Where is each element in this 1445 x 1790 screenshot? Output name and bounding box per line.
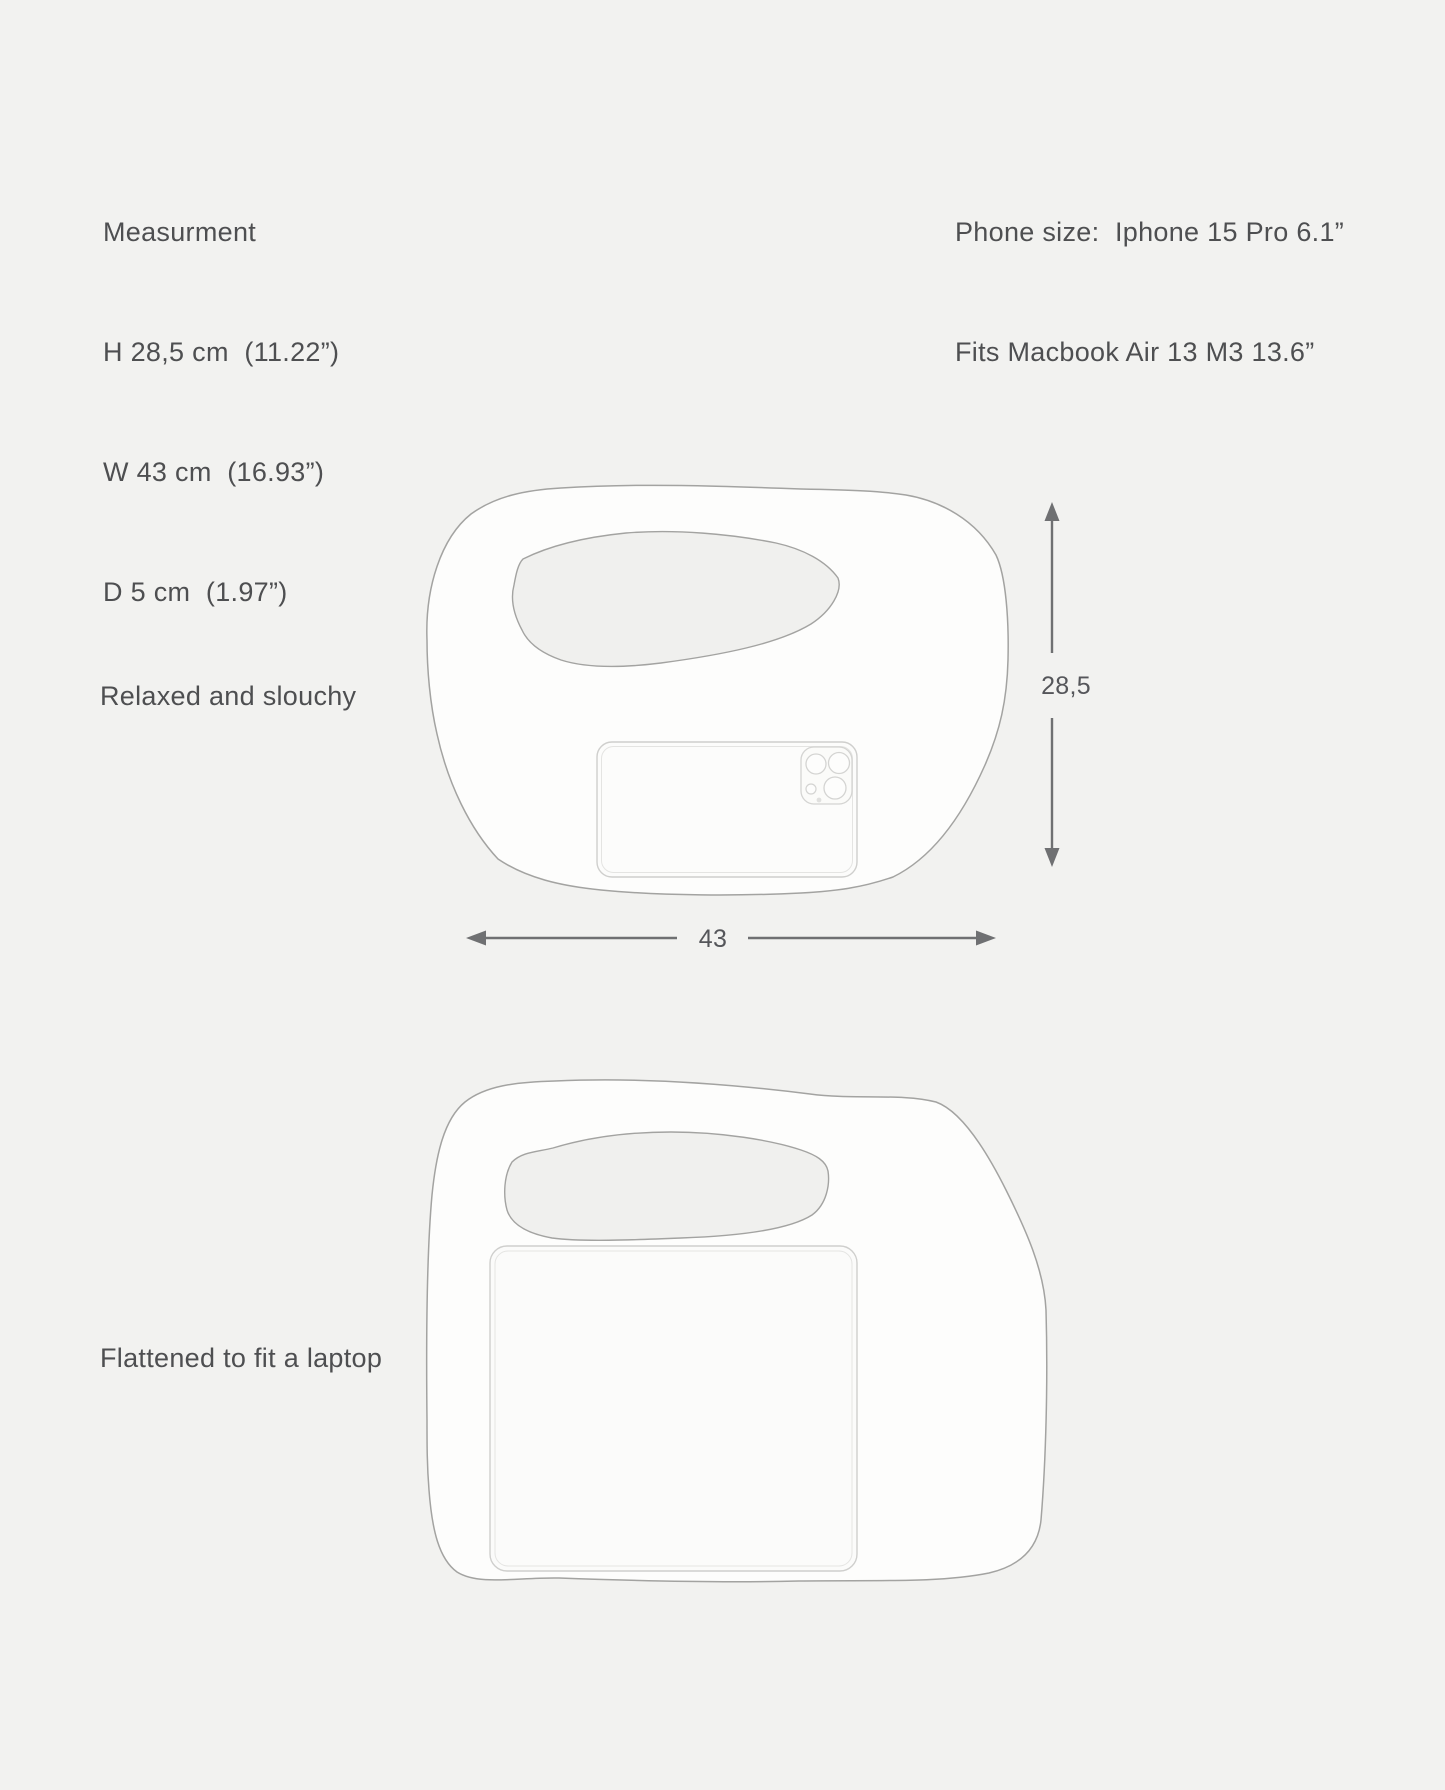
iphone-camera-module xyxy=(801,747,852,804)
bag-flattened-drawing xyxy=(427,1080,1047,1582)
bag-flattened-handle-hole xyxy=(505,1132,829,1240)
compatibility-laptop: Fits Macbook Air 13 M3 13.6” xyxy=(955,337,1315,367)
compatibility-block xyxy=(955,132,1344,452)
height-dimension-label: 28,5 xyxy=(1041,672,1091,700)
measurements-block xyxy=(103,132,339,692)
width-dimension-label: 43 xyxy=(698,925,728,953)
measurements-title: Measurment xyxy=(103,217,257,247)
measurement-width: W 43 cm (16.93”) xyxy=(103,457,325,487)
caption-relaxed: Relaxed and slouchy xyxy=(100,681,357,711)
measurement-height: H 28,5 cm (11.22”) xyxy=(103,337,340,367)
bag-relaxed-drawing xyxy=(427,485,1008,895)
iphone-outline xyxy=(597,742,857,877)
measurement-depth: D 5 cm (1.97”) xyxy=(103,577,288,607)
caption-flattened: Flattened to fit a laptop xyxy=(100,1343,383,1373)
laptop-outline xyxy=(490,1246,857,1571)
compatibility-phone: Phone size: Iphone 15 Pro 6.1” xyxy=(955,217,1345,247)
